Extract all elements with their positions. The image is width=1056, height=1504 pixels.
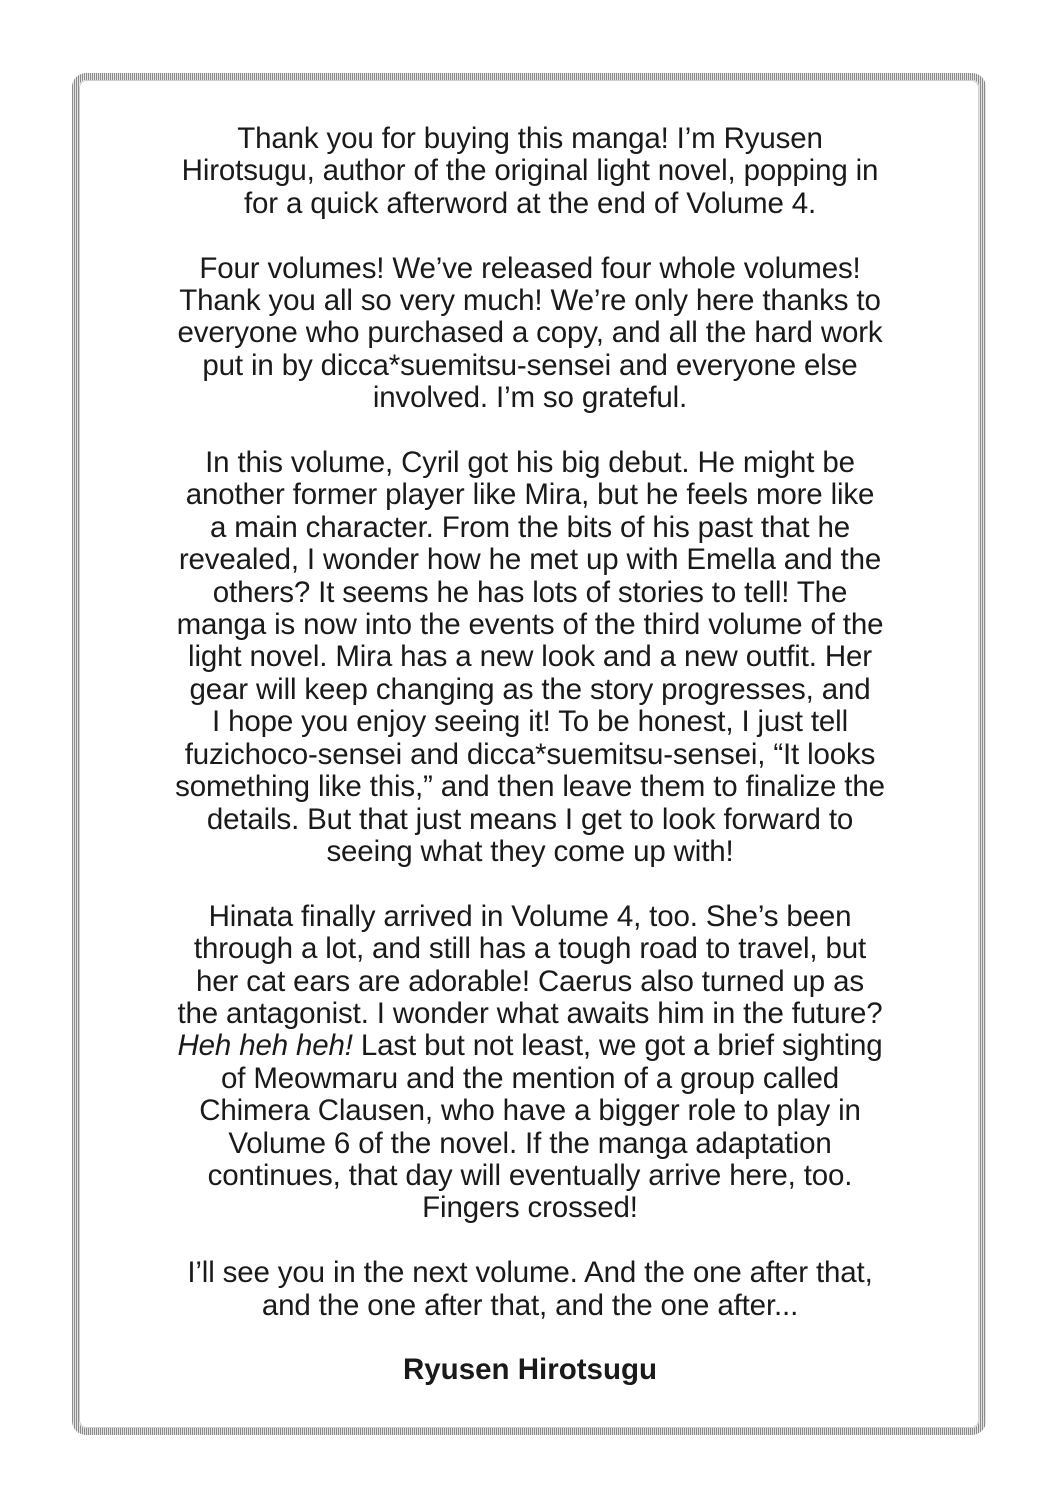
text-line: I’ll see you in the next volume. And the one after that,	[187, 1256, 873, 1290]
author-signature: Ryusen Hirotsugu	[402, 1352, 658, 1386]
text-line: seeing what they come up with!	[326, 834, 734, 868]
text-line: Thank you for buying this manga! I’m Ryusen	[237, 122, 823, 155]
text-line: another former player like Mira, but he feels more like	[185, 478, 875, 512]
text-line: Chimera Clausen, who have a bigger role to play in	[199, 1094, 861, 1128]
text-line-mixed	[140, 1030, 920, 1062]
italic-phrase: Heh heh heh!	[177, 1029, 353, 1063]
paragraph-thanks	[140, 253, 920, 415]
text-line: In this volume, Cyril got his big debut. He might be	[205, 446, 855, 480]
text-line: her cat ears are adorable! Caerus also turned up as	[196, 964, 864, 998]
text-line: a main character. From the bits of his past that he	[209, 510, 851, 544]
paragraph-intro	[140, 123, 920, 220]
text-line: something like this,” and then leave them to finalize the	[175, 770, 885, 804]
text-line: of Meowmaru and the mention of a group called	[220, 1061, 840, 1095]
text-line: gear will keep changing as the story progresses, and	[189, 672, 871, 706]
paragraph-hinata	[140, 901, 920, 1225]
text-line: fuzichoco-sensei and dicca*suemitsu-sensei, “It looks	[184, 737, 876, 771]
text-line: others? It seems he has lots of stories to tell! The	[212, 575, 848, 609]
text-line: the antagonist. I wonder what awaits him in the future?	[177, 996, 883, 1030]
text-line: everyone who purchased a copy, and all the hard work	[177, 316, 883, 350]
text-line: and the one after that, and the one after...	[261, 1288, 799, 1322]
text-line: involved. I’m so grateful.	[372, 381, 688, 415]
text-line: Volume 6 of the novel. If the manga adaptation	[228, 1126, 832, 1160]
text-line: through a lot, and still has a tough road to travel, but	[193, 932, 867, 966]
text-line: Four volumes! We’ve released four whole volumes!	[199, 251, 861, 285]
text-line: put in by dicca*suemitsu-sensei and everyone else	[202, 348, 858, 382]
text-line: continues, that day will eventually arrive here, too.	[207, 1158, 853, 1192]
text-line: Thank you all so very much! We’re only here thanks to	[179, 284, 881, 318]
text-line: Fingers crossed!	[422, 1191, 638, 1225]
text-line: revealed, I wonder how he met up with Emella and the	[178, 543, 882, 577]
text-line: I hope you enjoy seeing it! To be honest, I just tell	[211, 705, 848, 739]
afterword-text	[140, 123, 920, 1386]
text-line: for a quick afterword at the end of Volume 4.	[243, 186, 817, 220]
text-line: details. But that just means I get to look forward to	[206, 802, 854, 836]
paragraph-closing	[140, 1257, 920, 1322]
text-line: manga is now into the events of the third volume of the	[176, 608, 884, 642]
text-line: light novel. Mira has a new look and a new outfit. Her	[188, 640, 872, 674]
text-line: Hirotsugu, author of the original light novel, popping in	[181, 154, 879, 188]
text-line: Hinata finally arrived in Volume 4, too. She’s been	[208, 899, 852, 933]
paragraph-cyril	[140, 447, 920, 868]
text-line-rest: Last but not least, we got a brief sighting	[352, 1029, 883, 1063]
